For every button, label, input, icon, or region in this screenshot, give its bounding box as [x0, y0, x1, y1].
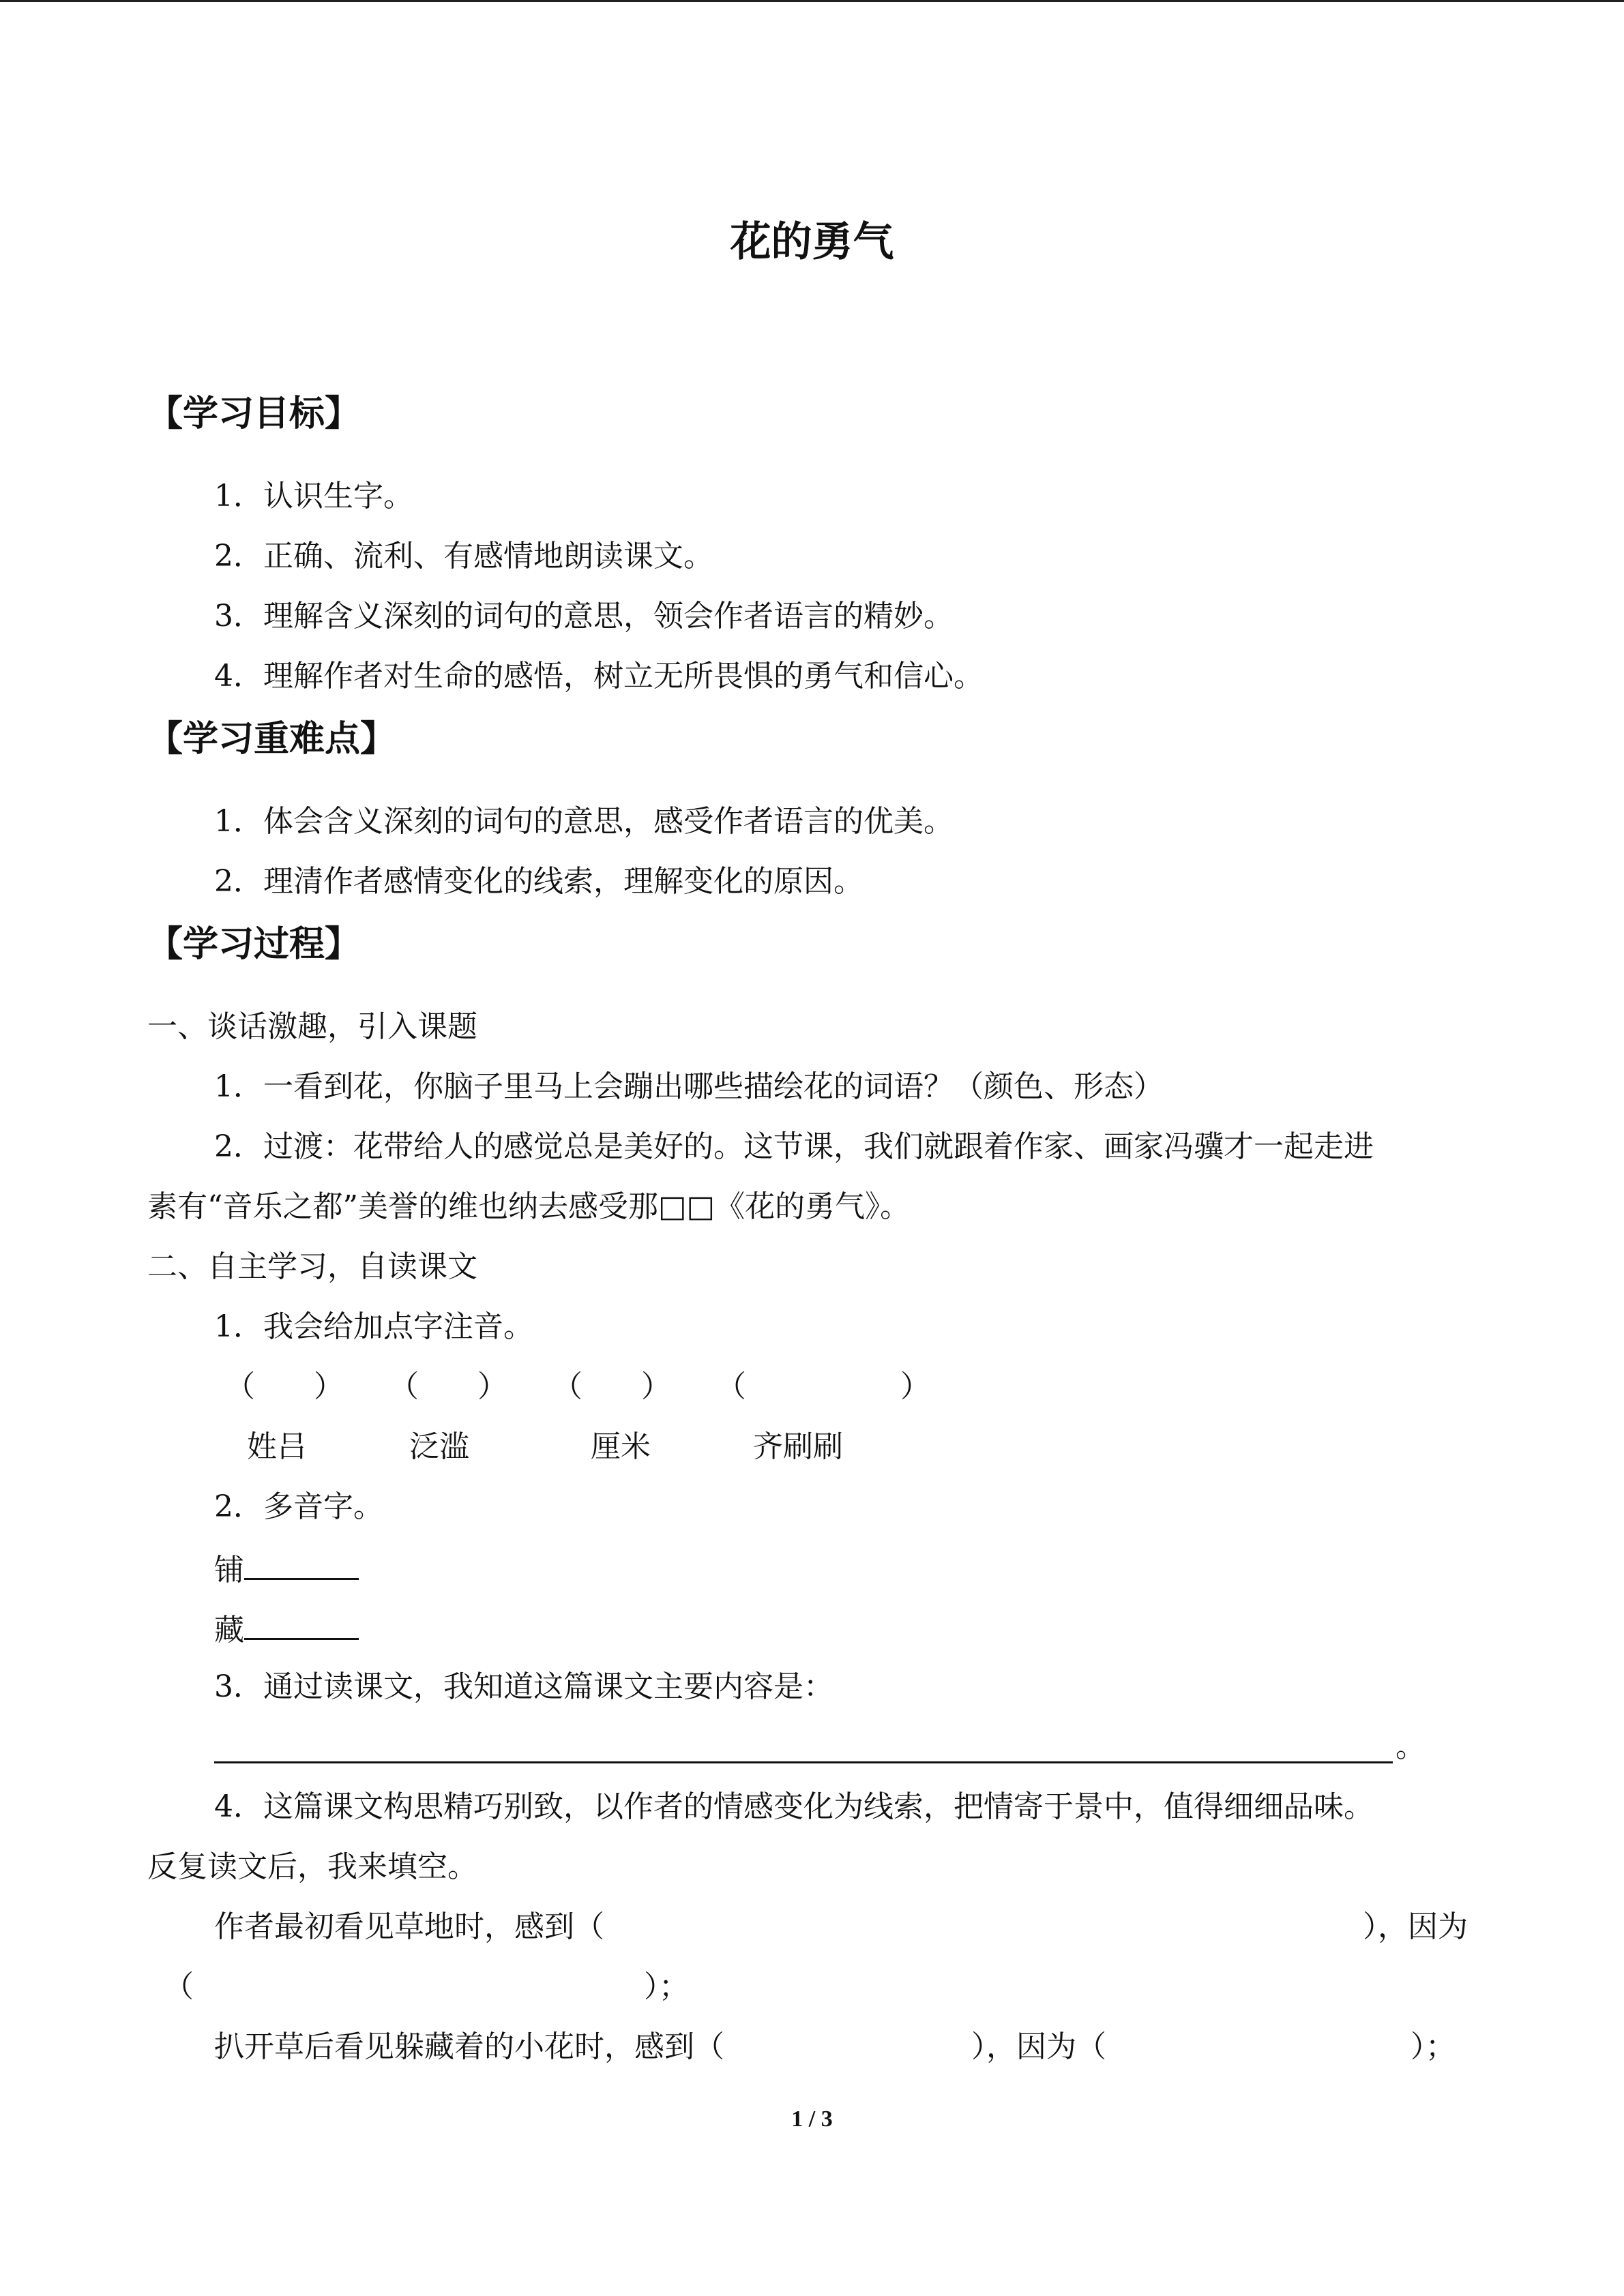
page-number: 1 / 3 [791, 2106, 833, 2132]
pinyin-word: 姓吕 [247, 1429, 307, 1464]
top-border [0, 0, 1624, 2]
polyphone-item-1 [214, 1548, 359, 1590]
pinyin-word: 厘米 [591, 1429, 651, 1464]
question-2-line1: 2．过渡：花带给人的感觉总是美好的。这节课，我们就跟着作家、画家冯骥才一起走进 [214, 1129, 1374, 1164]
question-1: 1．一看到花，你脑子里马上会蹦出哪些描绘花的词语？（颜色、形态） [214, 1069, 1164, 1104]
fill-1-paren-open: （ [164, 1969, 194, 2004]
polyphone-blank[interactable] [244, 1608, 359, 1640]
polyphone-question: 2．多音字。 [214, 1489, 383, 1524]
goal-item: 2．正确、流利、有感情地朗读课文。 [214, 539, 713, 573]
key-point-item: 1．体会含义深刻的词句的意思，感受作者语言的优美。 [214, 804, 954, 839]
section-heading-key-points: 【学习重难点】 [147, 719, 396, 760]
polyphone-char: 藏 [214, 1613, 244, 1648]
pinyin-paren-close: ） [900, 1369, 930, 1404]
pinyin-question: 1．我会给加点字注音。 [214, 1309, 533, 1344]
question-4-line1: 4．这篇课文构思精巧别致，以作者的情感变化为线索，把情寄于景中，值得细细品味。 [214, 1789, 1374, 1824]
pinyin-paren-open: （ [225, 1369, 255, 1404]
main-content-period: 。 [1396, 1729, 1426, 1764]
fill-2-end: ）； [1411, 2029, 1456, 2064]
fill-1-middle: ），因为 [1363, 1909, 1468, 1944]
part1-heading: 一、谈话激趣，引入课题 [147, 1009, 477, 1044]
goal-item: 4．理解作者对生命的感悟，树立无所畏惧的勇气和信心。 [214, 659, 984, 694]
main-content-answer-line[interactable] [214, 1761, 1393, 1763]
question-2-line2: 素有“音乐之都”美誉的维也纳去感受那□□《花的勇气》。 [147, 1189, 911, 1224]
polyphone-item-2 [214, 1608, 359, 1650]
key-point-item: 2．理清作者感情变化的线索，理解变化的原因。 [214, 864, 863, 899]
section-heading-goals: 【学习目标】 [147, 393, 361, 434]
pinyin-paren-open: （ [716, 1369, 746, 1404]
pinyin-paren-open: （ [552, 1369, 582, 1404]
main-content-question: 3．通过读课文，我知道这篇课文主要内容是： [214, 1669, 833, 1704]
question-4-line2: 反复读文后，我来填空。 [147, 1849, 477, 1884]
section-heading-process: 【学习过程】 [147, 924, 361, 965]
goal-item: 1．认识生字。 [214, 479, 413, 513]
pinyin-word: 齐刷刷 [753, 1429, 843, 1464]
fill-1-start: 作者最初看见草地时，感到（ [214, 1909, 604, 1944]
pinyin-word: 泛滥 [409, 1429, 469, 1464]
fill-1-paren-close: ）； [644, 1969, 689, 2004]
pinyin-paren-open: （ [389, 1369, 419, 1404]
polyphone-blank[interactable] [244, 1548, 359, 1580]
pinyin-paren-close: ） [641, 1369, 671, 1404]
pinyin-paren-close: ） [314, 1369, 344, 1404]
fill-2-middle: ），因为（ [971, 2029, 1106, 2064]
fill-2-start: 扒开草后看见躲藏着的小花时，感到（ [214, 2029, 724, 2064]
part2-heading: 二、自主学习，自读课文 [147, 1249, 477, 1284]
page-title: 花的勇气 [730, 218, 894, 266]
pinyin-paren-close: ） [477, 1369, 507, 1404]
goal-item: 3．理解含义深刻的词句的意思，领会作者语言的精妙。 [214, 599, 954, 633]
polyphone-char: 铺 [214, 1553, 244, 1587]
